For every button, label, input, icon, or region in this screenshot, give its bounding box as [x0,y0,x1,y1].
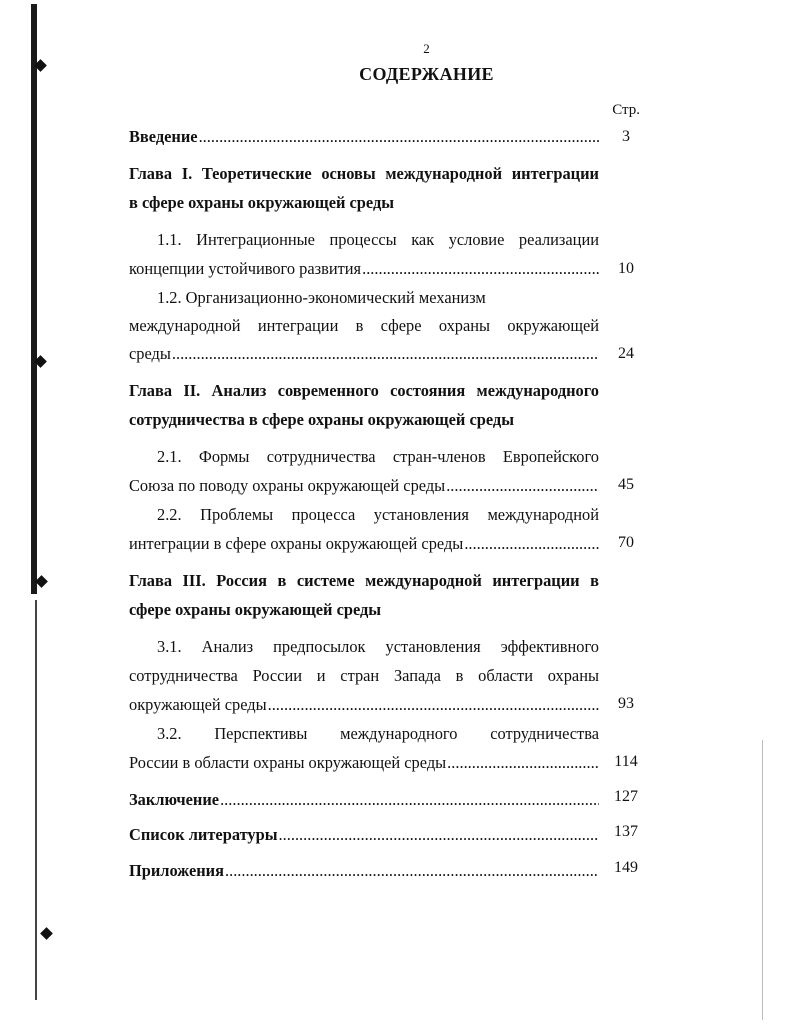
toc-section-1-1-line-1[interactable]: 1.1. Интеграционные процессы как условие реализации [157,230,599,249]
leader-dots [447,748,599,777]
leader-dots [172,339,599,368]
toc-chapter-1-line-2[interactable]: в сфере охраны окружающей среды [129,193,395,212]
toc-section-2-2-line-2[interactable] [129,529,599,558]
toc-entry-conclusion[interactable] [129,785,599,814]
leader-dots [446,471,599,500]
toc-entry-intro[interactable] [129,122,599,151]
toc-entry-label: концепции устойчивого развития [129,259,362,278]
toc-page-number: 114 [614,753,638,770]
toc-page-number: 149 [614,859,638,876]
toc-page-number: 3 [622,128,630,145]
toc-entry-label: интеграции в сфере охраны окружающей среды [129,534,464,553]
toc-section-3-1-line-1[interactable]: 3.1. Анализ предпосылок установления эффективного [157,637,599,656]
leader-dots [362,254,599,283]
toc-section-1-2-line-2[interactable]: международной интеграции в сфере охраны окружающей [129,316,599,335]
toc-section-1-2-line-3[interactable] [129,339,599,368]
toc-entry-label: Союза по поводу охраны окружающей среды [129,476,446,495]
toc-entry-appendices[interactable] [129,856,599,885]
toc-entry-label: Приложения [129,861,224,880]
scan-margin-line [35,600,37,1000]
toc-section-2-2-line-1[interactable]: 2.2. Проблемы процесса установления международной [157,505,599,524]
toc-section-3-2-line-2[interactable] [129,748,599,777]
scan-mark [35,575,48,588]
page-number: 2 [423,41,430,56]
toc-entry-label: среды [129,344,171,363]
page-title: СОДЕРЖАНИЕ [359,64,494,84]
toc-section-3-1-line-2[interactable]: сотрудничества России и стран Запада в области охраны [129,666,599,685]
toc-chapter-3-line-2[interactable]: сфере охраны окружающей среды [129,600,382,619]
page-column-header: Стр. [612,102,640,118]
toc-page-number: 137 [614,823,638,840]
leader-dots [279,820,599,849]
toc-entry-label: Введение [129,127,198,146]
toc-entry-label: России в области охраны окружающей среды [129,753,447,772]
toc-chapter-2-line-1[interactable]: Глава II. Анализ современного состояния международного [129,381,599,400]
toc-entry-label: окружающей среды [129,695,267,714]
scan-mark [40,927,53,940]
toc-chapter-2-line-2[interactable]: сотрудничества в сфере охраны окружающей среды [129,410,514,429]
toc-section-2-1-line-1[interactable]: 2.1. Формы сотрудничества стран-членов Европейского [157,447,599,466]
toc-page-number: 93 [618,695,634,712]
toc-section-1-1-line-2[interactable] [129,254,599,283]
toc-chapter-1-line-1[interactable]: Глава I. Теоретические основы международной интеграции [129,164,599,183]
toc-entry-label: Заключение [129,790,220,809]
toc-section-3-2-line-1[interactable]: 3.2. Перспективы международного сотрудничества [157,724,599,743]
toc-entry-label: Список литературы [129,825,278,844]
leader-dots [268,690,599,719]
leader-dots [220,785,599,814]
toc-section-3-1-line-3[interactable] [129,690,599,719]
toc-page-number: 127 [614,788,638,805]
toc-section-1-2-line-1[interactable]: 1.2. Организационно-экономический механизм [157,288,486,307]
leader-dots [225,856,599,885]
toc-chapter-3-line-1[interactable]: Глава III. Россия в системе международной интеграции в [129,571,599,590]
scan-right-edge [762,740,763,1020]
toc-entry-references[interactable] [129,820,599,849]
scan-binding-edge [31,4,37,594]
toc-page-number: 45 [618,476,634,493]
toc-page-number: 10 [618,260,634,277]
toc-page-number: 24 [618,345,634,362]
leader-dots [199,122,599,151]
toc-section-2-1-line-2[interactable] [129,471,599,500]
leader-dots [464,529,599,558]
toc-page-number: 70 [618,534,634,551]
